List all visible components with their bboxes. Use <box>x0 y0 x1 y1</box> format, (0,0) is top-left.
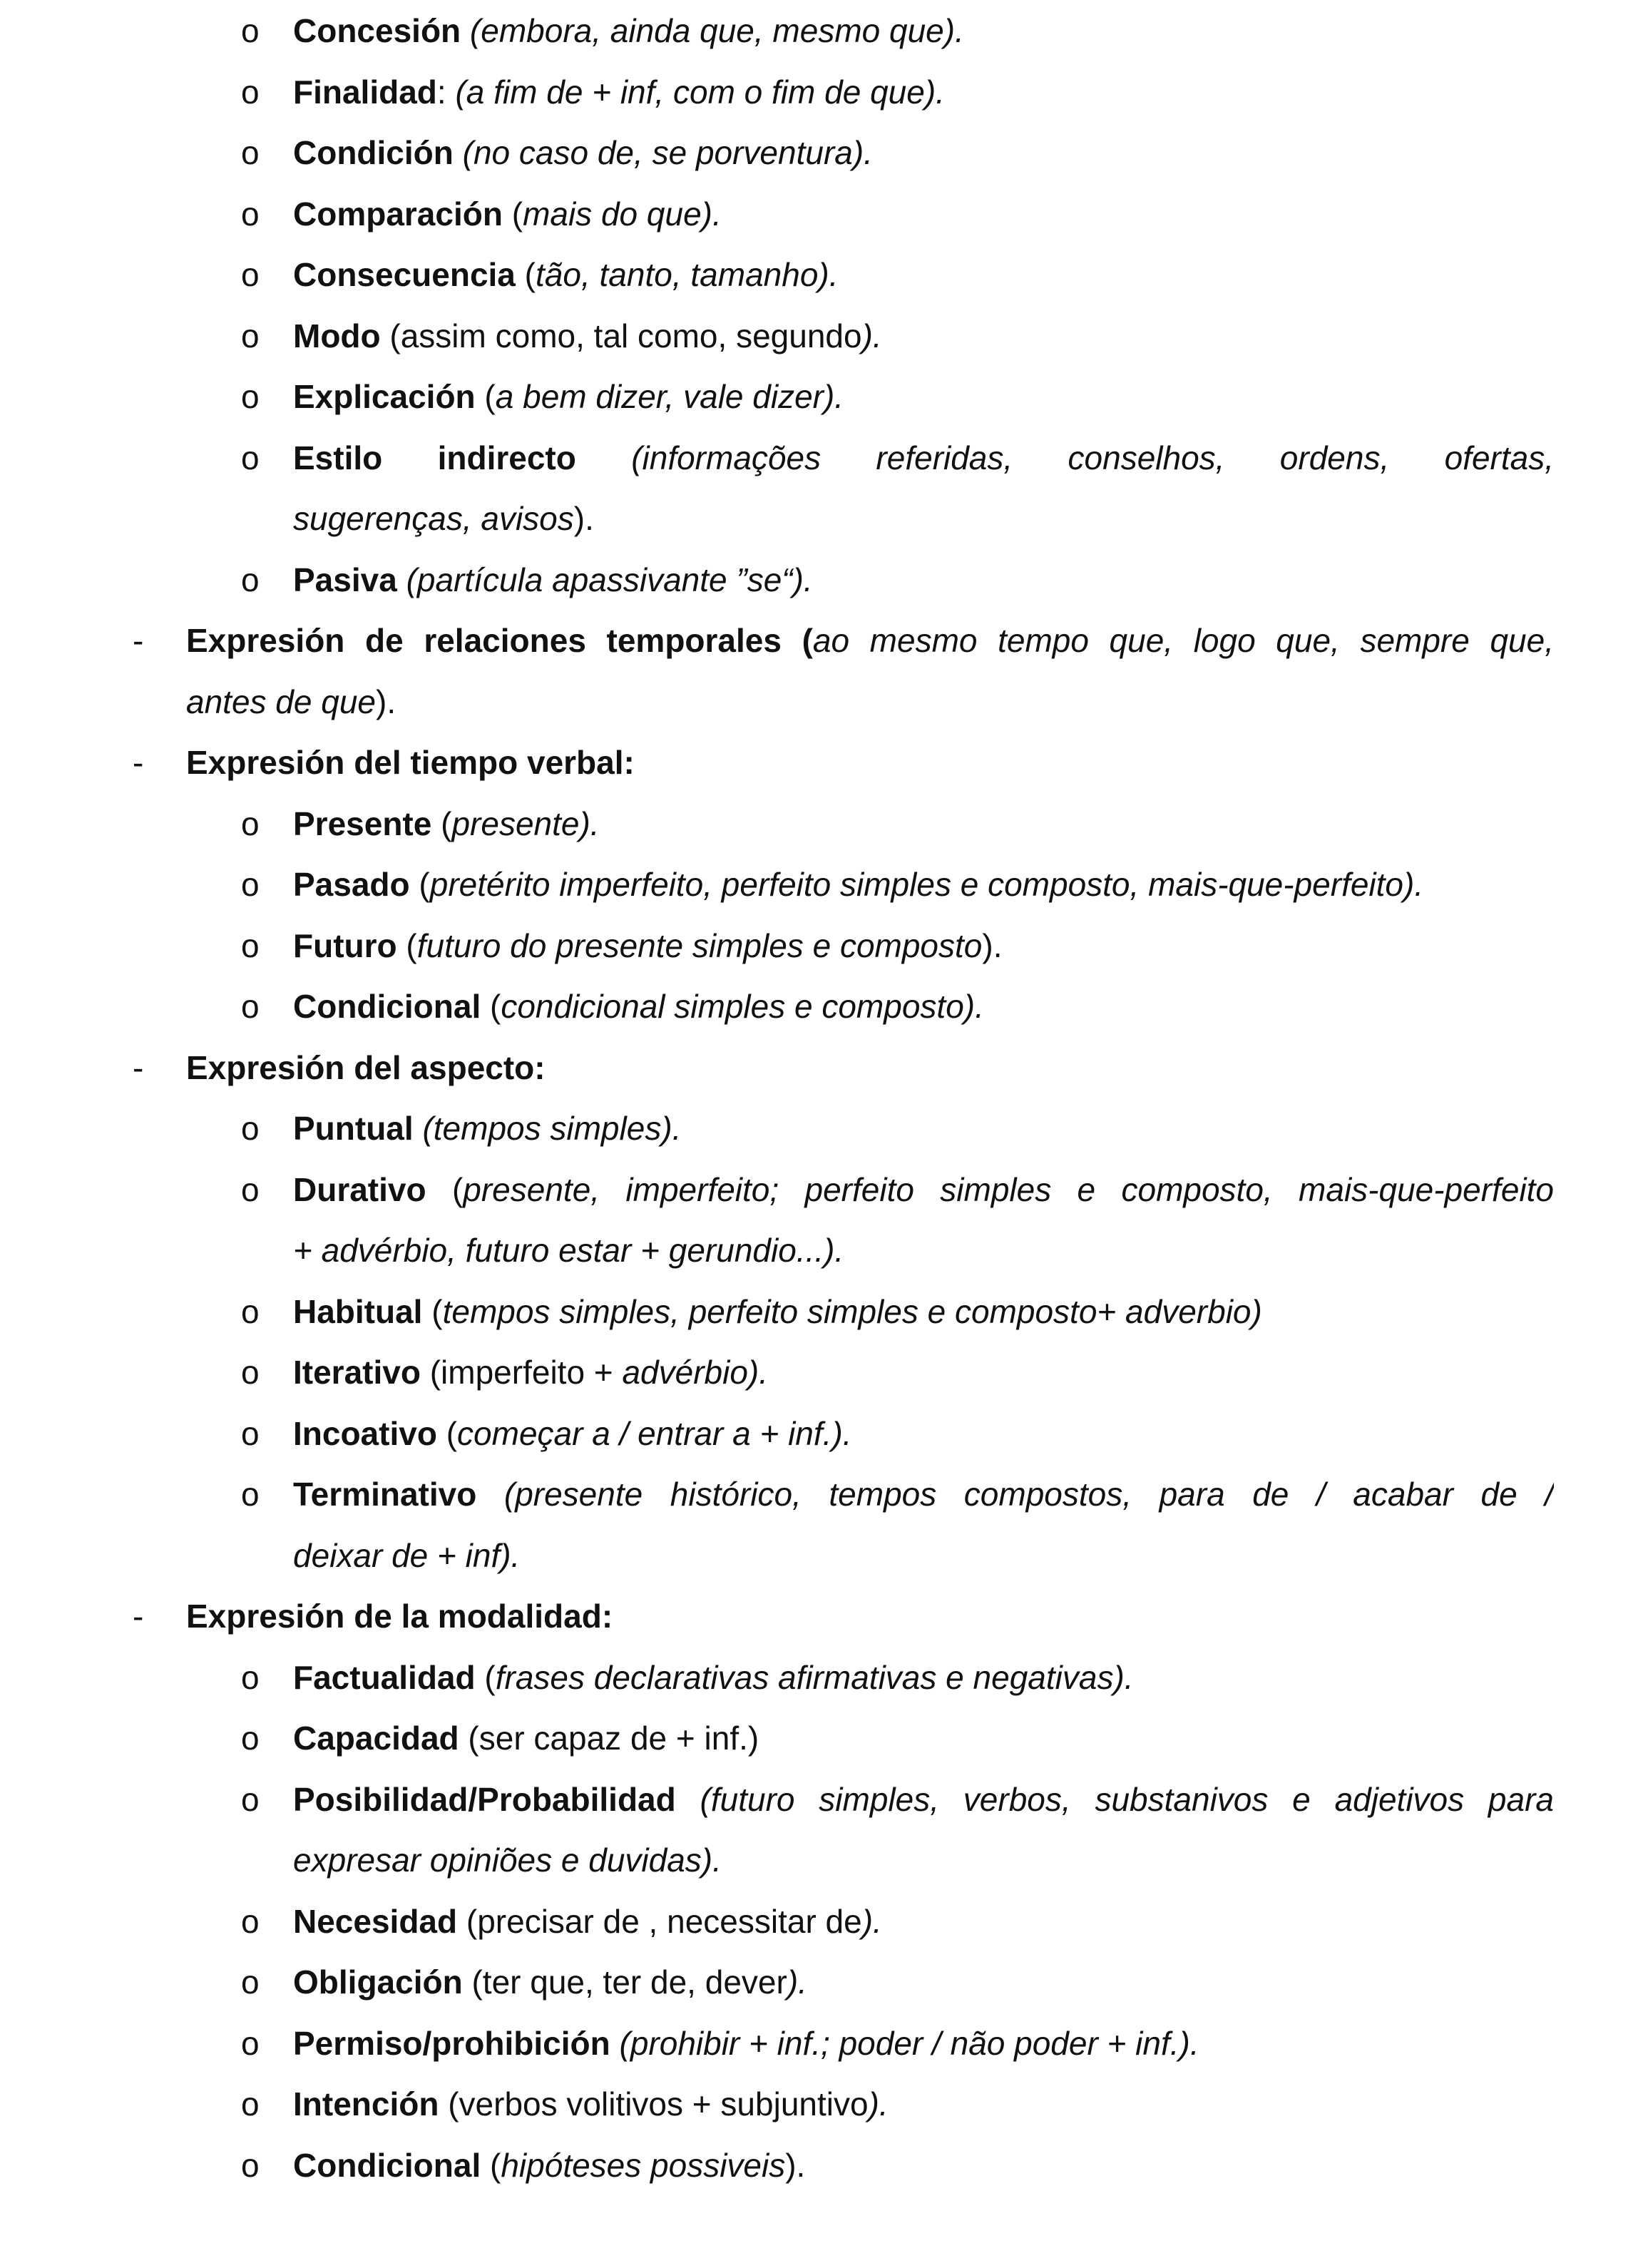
sub-item-text <box>293 793 600 854</box>
circle-bullet-icon: o <box>241 378 260 415</box>
term-label: Intención <box>293 2085 439 2123</box>
sub-item-text <box>293 854 1423 915</box>
plain-text: ( <box>515 256 536 293</box>
example-text: começar a / entrar a + inf.). <box>457 1414 852 1452</box>
plain-text: (assim como, tal como, segundo <box>380 317 862 354</box>
plain-text: ). <box>982 926 1003 964</box>
example-text: futuro do presente simples e composto <box>416 926 983 964</box>
example-text: ). <box>861 1902 882 1940</box>
example-text: (presente histórico, tempos compostos, para de / acabar de / <box>476 1476 1554 1513</box>
example-text: condicional simples e composto). <box>501 988 984 1025</box>
circle-bullet-icon: o <box>241 988 260 1025</box>
term-label: Condicional <box>293 988 481 1025</box>
plain-text: ( <box>409 866 430 903</box>
term-label: Modo <box>293 317 381 354</box>
plain-text: ( <box>426 1170 464 1208</box>
circle-bullet-icon: o <box>241 866 260 903</box>
plain-text: ( <box>396 926 417 964</box>
example-text: ao mesmo tempo que, logo que, sempre que, <box>812 622 1554 659</box>
circle-bullet-icon: o <box>241 195 260 233</box>
list-line <box>0 976 1643 1037</box>
sub-item-text <box>293 1525 520 1586</box>
circle-bullet-icon: o <box>241 317 260 354</box>
main-item-text <box>186 1585 613 1647</box>
list-line <box>0 122 1643 183</box>
example-text: (a fim de + inf, com o fim de que). <box>455 73 945 111</box>
list-line <box>0 1829 1643 1891</box>
example-text: mais do que). <box>523 195 722 233</box>
list-line <box>0 549 1643 611</box>
sub-item-text <box>293 2073 889 2135</box>
term-label: Estilo indirecto <box>293 439 576 476</box>
plain-text: ( <box>422 1292 443 1330</box>
term-label: Iterativo <box>293 1354 421 1391</box>
term-label: Expresión de relaciones temporales ( <box>186 622 813 659</box>
sub-item-text <box>293 1159 1554 1220</box>
list-line <box>0 1464 1643 1525</box>
list-line <box>0 1707 1643 1769</box>
sub-item-text <box>293 305 882 367</box>
list-line <box>0 2135 1643 2196</box>
list-line <box>0 732 1643 793</box>
term-label: Capacidad <box>293 1720 459 1757</box>
example-text: (no caso de, se porventura). <box>453 134 873 171</box>
term-label: Permiso/prohibición <box>293 2024 610 2062</box>
term-label: Expresión del tiempo verbal: <box>186 744 635 781</box>
plain-text: ( <box>502 195 523 233</box>
sub-item-text <box>293 122 873 183</box>
example-text: ). <box>787 1963 807 2001</box>
term-label: Expresión de la modalidad: <box>186 1598 613 1635</box>
sub-item-text <box>293 61 945 123</box>
list-line <box>0 1098 1643 1159</box>
example-text: + advérbio, futuro estar + gerundio...). <box>293 1232 844 1269</box>
sub-item-text <box>293 0 964 61</box>
example-text: tempos simples, perfeito simples e composto+ adverbio) <box>442 1292 1262 1330</box>
sub-item-text <box>293 427 1554 489</box>
dash-bullet-icon: - <box>133 1598 144 1635</box>
term-label: Incoativo <box>293 1414 437 1452</box>
circle-bullet-icon: o <box>241 1414 260 1452</box>
circle-bullet-icon: o <box>241 1902 260 1940</box>
sub-item-text <box>293 2013 1199 2074</box>
list-line <box>0 488 1643 549</box>
term-label: Necesidad <box>293 1902 458 1940</box>
plain-text: (precisar de , necessitar de <box>457 1902 862 1940</box>
sub-item-text <box>293 976 984 1037</box>
sub-item-text <box>293 244 839 305</box>
list-line <box>0 671 1643 732</box>
circle-bullet-icon: o <box>241 1720 260 1757</box>
term-label: Terminativo <box>293 1476 477 1513</box>
circle-bullet-icon: o <box>241 1292 260 1330</box>
term-label: Habitual <box>293 1292 423 1330</box>
sub-item-text <box>293 1891 882 1952</box>
list-line <box>0 183 1643 245</box>
sub-item-text <box>293 183 722 245</box>
list-line <box>0 305 1643 367</box>
main-item-text <box>186 1037 546 1098</box>
list-line <box>0 1951 1643 2013</box>
list-line <box>0 854 1643 915</box>
sub-item-text <box>293 488 594 549</box>
list-line <box>0 2073 1643 2135</box>
sub-item-text <box>293 1769 1554 1830</box>
example-text: deixar de + inf). <box>293 1536 521 1574</box>
sub-item-text <box>293 1342 768 1403</box>
term-label: Consecuencia <box>293 256 516 293</box>
sub-item-text <box>293 2135 805 2196</box>
plain-text: ( <box>481 2146 501 2184</box>
list-line <box>0 1525 1643 1586</box>
circle-bullet-icon: o <box>241 926 260 964</box>
list-line <box>0 1647 1643 1708</box>
example-text: presente). <box>451 804 600 842</box>
dash-bullet-icon: - <box>133 744 144 781</box>
plain-text: (verbos volitivos + subjuntivo <box>439 2085 869 2123</box>
sub-item-text <box>293 1098 681 1159</box>
list-line <box>0 1769 1643 1830</box>
circle-bullet-icon: o <box>241 256 260 293</box>
list-line <box>0 61 1643 123</box>
term-label: Puntual <box>293 1110 414 1147</box>
list-line <box>0 0 1643 61</box>
plain-text: (ter que, ter de, dever <box>462 1963 787 2001</box>
sub-item-text <box>293 1464 1554 1525</box>
example-text: (prohibir + inf.; poder / não poder + inf.). <box>610 2024 1199 2062</box>
circle-bullet-icon: o <box>241 1476 260 1513</box>
circle-bullet-icon: o <box>241 561 260 598</box>
dash-bullet-icon: - <box>133 622 144 659</box>
term-label: Presente <box>293 804 432 842</box>
circle-bullet-icon: o <box>241 134 260 171</box>
list-line <box>0 915 1643 976</box>
circle-bullet-icon: o <box>241 12 260 49</box>
plain-text: (imperfeito + <box>420 1354 623 1391</box>
main-item-text <box>186 610 1554 671</box>
example-text: (futuro simples, verbos, substanivos e adjetivos para <box>675 1780 1554 1818</box>
circle-bullet-icon: o <box>241 1780 260 1818</box>
example-text: tão, tanto, tamanho). <box>536 256 839 293</box>
term-label: Obligación <box>293 1963 463 2001</box>
example-text: advérbio). <box>622 1354 769 1391</box>
list-line <box>0 1037 1643 1098</box>
plain-text: ( <box>475 1658 496 1696</box>
example-text: a bem dizer, vale dizer). <box>495 378 844 415</box>
plain-text: ( <box>431 804 452 842</box>
plain-text: ( <box>475 378 496 415</box>
sub-item-text <box>293 1220 844 1281</box>
plain-text: ). <box>573 500 594 537</box>
example-text: pretérito imperfeito, perfeito simples e composto, mais-que-perfeito). <box>429 866 1424 903</box>
list-line <box>0 366 1643 427</box>
circle-bullet-icon: o <box>241 804 260 842</box>
list-line <box>0 1585 1643 1647</box>
plain-text: : <box>436 73 456 111</box>
circle-bullet-icon: o <box>241 1658 260 1696</box>
sub-item-text <box>293 915 1003 976</box>
circle-bullet-icon: o <box>241 1170 260 1208</box>
sub-item-text <box>293 1707 759 1769</box>
term-label: Condicional <box>293 2146 481 2184</box>
list-line <box>0 1891 1643 1952</box>
circle-bullet-icon: o <box>241 1110 260 1147</box>
term-label: Posibilidad/Probabilidad <box>293 1780 676 1818</box>
list-line <box>0 610 1643 671</box>
sub-item-text <box>293 1829 722 1891</box>
example-text: ). <box>861 317 882 354</box>
sub-item-text <box>293 1281 1262 1342</box>
sub-item-text <box>293 1403 852 1464</box>
list-line <box>0 1342 1643 1403</box>
sub-item-text <box>293 366 844 427</box>
circle-bullet-icon: o <box>241 73 260 111</box>
list-line <box>0 1403 1643 1464</box>
plain-text: ). <box>785 2146 806 2184</box>
example-text: (embora, ainda que, mesmo que). <box>461 12 964 49</box>
list-line <box>0 1281 1643 1342</box>
term-label: Pasado <box>293 866 410 903</box>
list-line <box>0 793 1643 854</box>
example-text: expresar opiniões e duvidas). <box>293 1842 722 1879</box>
list-line <box>0 1159 1643 1220</box>
example-text: (informações referidas, conselhos, ordens, ofertas, <box>575 439 1554 476</box>
list-line <box>0 244 1643 305</box>
term-label: Futuro <box>293 926 397 964</box>
plain-text: (ser capaz de + inf.) <box>459 1720 759 1757</box>
example-text: antes de que <box>186 683 377 720</box>
sub-item-text <box>293 1647 1134 1708</box>
term-label: Finalidad <box>293 73 437 111</box>
sub-item-text <box>293 549 813 611</box>
list-line <box>0 2013 1643 2074</box>
dash-bullet-icon: - <box>133 1048 144 1086</box>
example-text: presente, imperfeito; perfeito simples e composto, mais-que-perfeito <box>463 1170 1554 1208</box>
circle-bullet-icon: o <box>241 439 260 476</box>
circle-bullet-icon: o <box>241 2024 260 2062</box>
circle-bullet-icon: o <box>241 1963 260 2001</box>
term-label: Factualidad <box>293 1658 476 1696</box>
example-text: hipóteses possiveis <box>501 2146 786 2184</box>
circle-bullet-icon: o <box>241 1354 260 1391</box>
term-label: Expresión del aspecto: <box>186 1048 546 1086</box>
term-label: Pasiva <box>293 561 397 598</box>
example-text: ). <box>868 2085 889 2123</box>
circle-bullet-icon: o <box>241 2085 260 2123</box>
example-text: (tempos simples). <box>413 1110 682 1147</box>
term-label: Comparación <box>293 195 503 233</box>
term-label: Condición <box>293 134 454 171</box>
list-line <box>0 427 1643 489</box>
plain-text: ( <box>481 988 501 1025</box>
main-item-text <box>186 671 396 732</box>
main-item-text <box>186 732 635 793</box>
sub-item-text <box>293 1951 807 2013</box>
circle-bullet-icon: o <box>241 2146 260 2184</box>
plain-text: ( <box>436 1414 458 1452</box>
example-text: (partícula apassivante ”se“). <box>396 561 813 598</box>
example-text: sugerenças, avisos <box>293 500 574 537</box>
term-label: Explicación <box>293 378 476 415</box>
example-text: frases declarativas afirmativas e negativas). <box>495 1658 1134 1696</box>
plain-text: ). <box>376 683 396 720</box>
term-label: Concesión <box>293 12 461 49</box>
list-line <box>0 1220 1643 1281</box>
term-label: Durativo <box>293 1170 426 1208</box>
